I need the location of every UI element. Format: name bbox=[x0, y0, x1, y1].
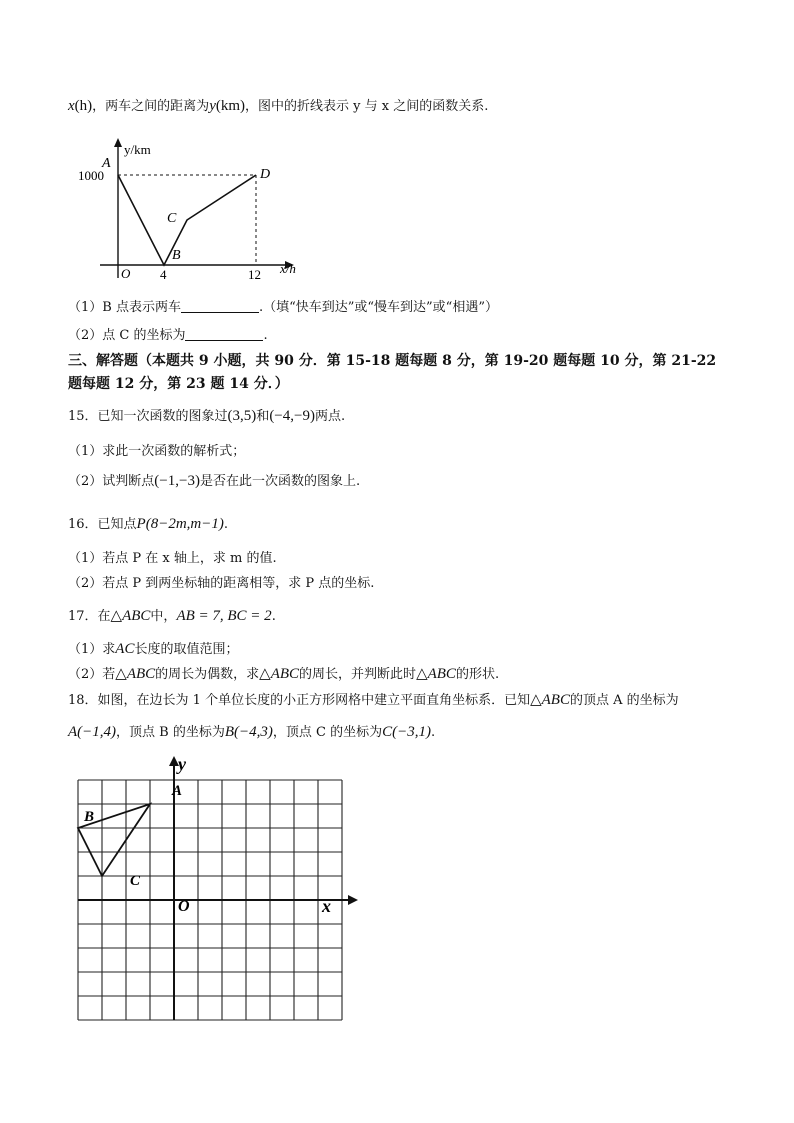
graph1-origin-label: O bbox=[121, 266, 131, 281]
q14-blank-2[interactable] bbox=[185, 326, 263, 341]
q16-stem: 16．已知点P(8−2m,m−1). bbox=[68, 516, 228, 532]
q14-part1: （1）B 点表示两车 .（填“快车到达”或“慢车到达”或“相遇”） bbox=[68, 300, 498, 315]
graph1-point-label-b: B bbox=[172, 248, 181, 263]
q15-stem: 15．已知一次函数的图象过(3,5)和(−4,−9)两点. bbox=[68, 408, 346, 424]
q15-part2: （2）试判断点(−1,−3)是否在此一次函数的图象上. bbox=[68, 473, 361, 489]
var-y: y bbox=[209, 98, 216, 114]
graph1-point-label-a: A bbox=[102, 156, 111, 171]
grid-y-label: y bbox=[178, 754, 186, 774]
coordinate-grid-figure bbox=[70, 752, 360, 1022]
var-x: x bbox=[68, 98, 75, 114]
graph1-tick-12: 12 bbox=[248, 267, 261, 282]
unit-h: h bbox=[79, 98, 88, 114]
grid-x-label: x bbox=[322, 896, 331, 916]
distance-time-graph bbox=[72, 132, 312, 282]
graph1-point-label-c: C bbox=[167, 211, 177, 226]
q16-part2: （2）若点 P 到两坐标轴的距离相等，求 P 点的坐标. bbox=[68, 576, 375, 591]
intro-mid1: ，两车之间的距离为 bbox=[92, 99, 210, 114]
q15-part1: （1）求此一次函数的解析式； bbox=[68, 444, 246, 459]
intro-line: x(h)，两车之间的距离为y(km)，图中的折线表示 y 与 x 之间的函数关系. bbox=[68, 98, 489, 114]
q14-blank-1[interactable] bbox=[181, 298, 259, 313]
graph1-point-label-d: D bbox=[260, 167, 271, 182]
q16-part1: （1）若点 P 在 x 轴上，求 m 的值. bbox=[68, 551, 277, 566]
grid-origin-label: O bbox=[178, 898, 190, 915]
vertex-label-a: A bbox=[172, 783, 183, 799]
vertex-label-c: C bbox=[130, 873, 141, 889]
section3-heading-line2: 题每题 12 分，第 23 题 14 分．） bbox=[68, 376, 289, 392]
graph1-x-axis-label: x/h bbox=[280, 261, 296, 276]
graph1-polyline bbox=[118, 175, 256, 265]
graph1-tick-1000: 1000 bbox=[78, 168, 104, 183]
graph1-y-arrow bbox=[114, 138, 122, 147]
graph1-tick-4: 4 bbox=[160, 267, 167, 282]
section3-heading-line1: 三、解答题（本题共 9 小题，共 90 分．第 15-18 题每题 8 分，第 19-20 题每题 10 分，第 21-22 bbox=[68, 353, 717, 369]
intro-mid2: ，图中的折线表示 y 与 x 之间的函数关系. bbox=[245, 99, 489, 114]
q18-line2: A(−1,4)，顶点 B 的坐标为B(−4,3)，顶点 C 的坐标为C(−3,1). bbox=[68, 724, 436, 740]
unit-km: km bbox=[220, 98, 241, 114]
q17-stem: 17．在△ABC中，AB = 7, BC = 2. bbox=[68, 608, 276, 624]
q17-part2: （2）若△ABC的周长为偶数，求△ABC的周长，并判断此时△ABC的形状. bbox=[68, 666, 500, 682]
q17-part1: （1）求AC长度的取值范围； bbox=[68, 641, 239, 657]
q18-line1: 18．如图，在边长为 1 个单位长度的小正方形网格中建立平面直角坐标系．已知△ABC的顶点 A 的坐标为 bbox=[68, 692, 679, 708]
grid-x-arrow bbox=[348, 895, 358, 905]
vertex-label-b: B bbox=[84, 809, 95, 825]
graph1-y-axis-label: y/km bbox=[124, 142, 151, 157]
q14-part2: （2）点 C 的坐标为 . bbox=[68, 328, 268, 343]
